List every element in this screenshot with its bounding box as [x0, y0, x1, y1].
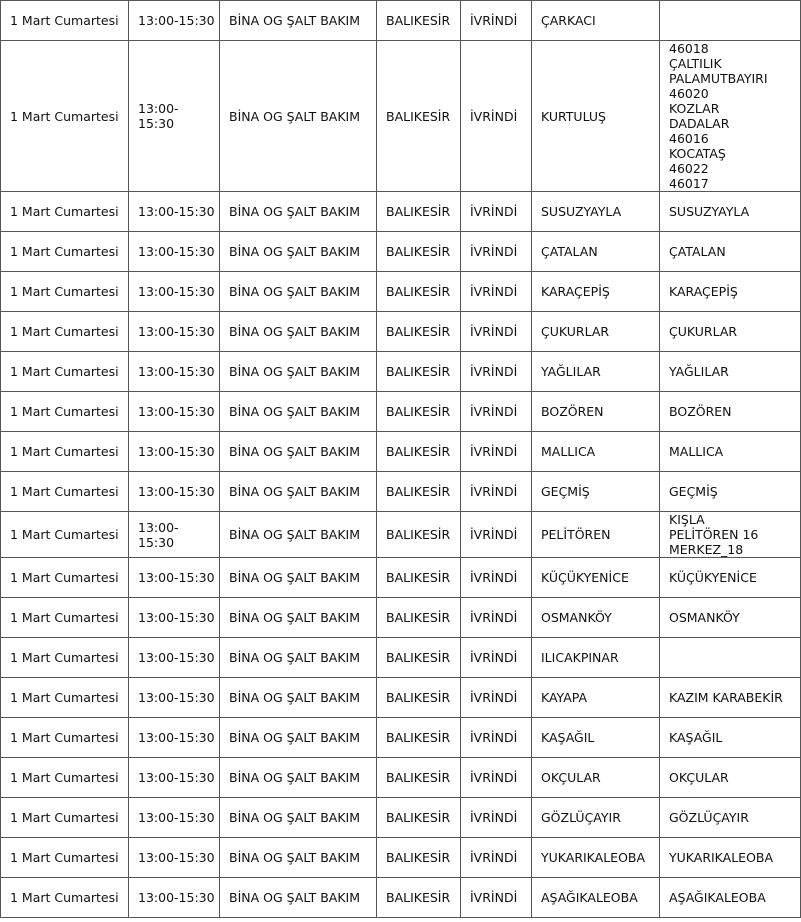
feeder-cell [660, 41, 801, 192]
feeder-line: 46020 [669, 86, 709, 101]
table-row [1, 558, 801, 598]
feeder-line: ÇUKURLAR [669, 324, 738, 339]
feeder-line: 46016 [669, 131, 709, 146]
feeder-line: SUSUZYAYLA [669, 204, 750, 219]
district-cell: İVRİNDİ [461, 41, 532, 192]
district-cell: İVRİNDİ [461, 678, 532, 718]
time-cell: 13:00-15:30 [129, 352, 220, 392]
feeder-line: OSMANKÖY [669, 610, 740, 625]
city-cell: BALIKESİR [377, 718, 461, 758]
feeder-cell [660, 432, 801, 472]
work-type-cell: BİNA OG ŞALT BAKIM [220, 878, 377, 918]
feeder-cell [660, 718, 801, 758]
district-cell: İVRİNDİ [461, 432, 532, 472]
feeder-line: YAĞLILAR [669, 364, 729, 379]
district-cell: İVRİNDİ [461, 472, 532, 512]
feeder-cell [660, 512, 801, 558]
table-row [1, 312, 801, 352]
district-cell: İVRİNDİ [461, 838, 532, 878]
table-row [1, 392, 801, 432]
feeder-line: PALAMUTBAYIRI [669, 71, 768, 86]
time-cell: 13:00-15:30 [129, 558, 220, 598]
district-cell: İVRİNDİ [461, 878, 532, 918]
district-cell: İVRİNDİ [461, 352, 532, 392]
table-row [1, 838, 801, 878]
district-cell: İVRİNDİ [461, 512, 532, 558]
neighborhood-cell: MALLICA [532, 432, 660, 472]
neighborhood-cell: AŞAĞIKALEOBA [532, 878, 660, 918]
table-row [1, 1, 801, 41]
time-cell: 13:00-15:30 [129, 798, 220, 838]
time-cell: 13:00-15:30 [129, 512, 220, 558]
district-cell: İVRİNDİ [461, 718, 532, 758]
feeder-cell [660, 272, 801, 312]
work-type-cell: BİNA OG ŞALT BAKIM [220, 192, 377, 232]
feeder-line: KOZLAR [669, 101, 720, 116]
district-cell: İVRİNDİ [461, 192, 532, 232]
city-cell: BALIKESİR [377, 798, 461, 838]
city-cell: BALIKESİR [377, 352, 461, 392]
work-type-cell: BİNA OG ŞALT BAKIM [220, 718, 377, 758]
neighborhood-cell: BOZÖREN [532, 392, 660, 432]
table-row [1, 41, 801, 192]
feeder-line: GEÇMİŞ [669, 484, 718, 499]
feeder-line: KARAÇEPİŞ [669, 284, 738, 299]
neighborhood-cell: OSMANKÖY [532, 598, 660, 638]
date-cell: 1 Mart Cumartesi [1, 678, 129, 718]
date-cell: 1 Mart Cumartesi [1, 558, 129, 598]
table-row [1, 678, 801, 718]
neighborhood-cell: SUSUZYAYLA [532, 192, 660, 232]
feeder-cell [660, 232, 801, 272]
table-row [1, 878, 801, 918]
neighborhood-cell: YUKARIKALEOBA [532, 838, 660, 878]
feeder-line: OKÇULAR [669, 770, 729, 785]
work-type-cell: BİNA OG ŞALT BAKIM [220, 598, 377, 638]
table-row [1, 758, 801, 798]
feeder-line: MERKEZ_18 [669, 542, 744, 557]
neighborhood-cell: ÇARKACI [532, 1, 660, 41]
table-row [1, 798, 801, 838]
feeder-line: PELİTÖREN 16 [669, 527, 759, 542]
table-row [1, 598, 801, 638]
neighborhood-cell: ÇATALAN [532, 232, 660, 272]
time-cell: 13:00-15:30 [129, 472, 220, 512]
time-cell: 13:00-15:30 [129, 312, 220, 352]
feeder-line: KÜÇÜKYENİCE [669, 570, 757, 585]
work-type-cell: BİNA OG ŞALT BAKIM [220, 472, 377, 512]
feeder-cell [660, 598, 801, 638]
table-row [1, 192, 801, 232]
city-cell: BALIKESİR [377, 512, 461, 558]
neighborhood-cell: KÜÇÜKYENİCE [532, 558, 660, 598]
feeder-line: ÇATALAN [669, 244, 726, 259]
time-cell: 13:00-15:30 [129, 272, 220, 312]
time-cell: 13:00-15:30 [129, 838, 220, 878]
feeder-cell [660, 472, 801, 512]
feeder-line: DADALAR [669, 116, 730, 131]
time-cell: 13:00-15:30 [129, 638, 220, 678]
date-cell: 1 Mart Cumartesi [1, 758, 129, 798]
date-cell: 1 Mart Cumartesi [1, 392, 129, 432]
feeder-cell [660, 838, 801, 878]
date-cell: 1 Mart Cumartesi [1, 798, 129, 838]
work-type-cell: BİNA OG ŞALT BAKIM [220, 232, 377, 272]
time-cell: 13:00-15:30 [129, 598, 220, 638]
feeder-line: YUKARIKALEOBA [669, 850, 774, 865]
table-body [1, 1, 801, 918]
city-cell: BALIKESİR [377, 838, 461, 878]
work-type-cell: BİNA OG ŞALT BAKIM [220, 312, 377, 352]
table-row [1, 432, 801, 472]
feeder-cell [660, 192, 801, 232]
neighborhood-cell: KURTULUŞ [532, 41, 660, 192]
neighborhood-cell: KARAÇEPİŞ [532, 272, 660, 312]
feeder-cell [660, 678, 801, 718]
date-cell: 1 Mart Cumartesi [1, 718, 129, 758]
feeder-line: KIŞLA [669, 512, 705, 527]
time-cell: 13:00-15:30 [129, 432, 220, 472]
table-row [1, 472, 801, 512]
work-type-cell: BİNA OG ŞALT BAKIM [220, 758, 377, 798]
date-cell: 1 Mart Cumartesi [1, 472, 129, 512]
date-cell: 1 Mart Cumartesi [1, 638, 129, 678]
work-type-cell: BİNA OG ŞALT BAKIM [220, 1, 377, 41]
feeder-line: KAZIM KARABEKİR [669, 690, 783, 705]
date-cell: 1 Mart Cumartesi [1, 432, 129, 472]
district-cell: İVRİNDİ [461, 272, 532, 312]
feeder-line: GÖZLÜÇAYIR [669, 810, 749, 825]
table-row [1, 352, 801, 392]
feeder-line: 46022 [669, 161, 709, 176]
date-cell: 1 Mart Cumartesi [1, 272, 129, 312]
date-cell: 1 Mart Cumartesi [1, 838, 129, 878]
feeder-cell [660, 1, 801, 41]
feeder-line: KAŞAĞIL [669, 730, 723, 745]
feeder-cell [660, 878, 801, 918]
district-cell: İVRİNDİ [461, 232, 532, 272]
city-cell: BALIKESİR [377, 878, 461, 918]
district-cell: İVRİNDİ [461, 558, 532, 598]
district-cell: İVRİNDİ [461, 312, 532, 352]
city-cell: BALIKESİR [377, 232, 461, 272]
date-cell: 1 Mart Cumartesi [1, 1, 129, 41]
time-cell: 13:00-15:30 [129, 758, 220, 798]
table-row [1, 232, 801, 272]
neighborhood-cell: GÖZLÜÇAYIR [532, 798, 660, 838]
work-type-cell: BİNA OG ŞALT BAKIM [220, 678, 377, 718]
city-cell: BALIKESİR [377, 432, 461, 472]
table-row [1, 272, 801, 312]
city-cell: BALIKESİR [377, 558, 461, 598]
feeder-cell [660, 312, 801, 352]
feeder-line: MALLICA [669, 444, 724, 459]
date-cell: 1 Mart Cumartesi [1, 878, 129, 918]
time-cell: 13:00-15:30 [129, 192, 220, 232]
district-cell: İVRİNDİ [461, 758, 532, 798]
time-cell: 13:00-15:30 [129, 1, 220, 41]
feeder-line: KOCATAŞ [669, 146, 726, 161]
feeder-cell [660, 352, 801, 392]
date-cell: 1 Mart Cumartesi [1, 232, 129, 272]
city-cell: BALIKESİR [377, 272, 461, 312]
feeder-line: 46017 [669, 176, 709, 191]
time-cell: 13:00-15:30 [129, 232, 220, 272]
table-row [1, 512, 801, 558]
work-type-cell: BİNA OG ŞALT BAKIM [220, 272, 377, 312]
feeder-cell [660, 638, 801, 678]
work-type-cell: BİNA OG ŞALT BAKIM [220, 392, 377, 432]
date-cell: 1 Mart Cumartesi [1, 192, 129, 232]
city-cell: BALIKESİR [377, 1, 461, 41]
time-cell: 13:00-15:30 [129, 678, 220, 718]
feeder-cell [660, 392, 801, 432]
work-type-cell: BİNA OG ŞALT BAKIM [220, 798, 377, 838]
neighborhood-cell: ILICAKPINAR [532, 638, 660, 678]
neighborhood-cell: GEÇMİŞ [532, 472, 660, 512]
neighborhood-cell: OKÇULAR [532, 758, 660, 798]
work-type-cell: BİNA OG ŞALT BAKIM [220, 558, 377, 598]
district-cell: İVRİNDİ [461, 798, 532, 838]
work-type-cell: BİNA OG ŞALT BAKIM [220, 838, 377, 878]
work-type-cell: BİNA OG ŞALT BAKIM [220, 432, 377, 472]
table-row [1, 718, 801, 758]
city-cell: BALIKESİR [377, 678, 461, 718]
work-type-cell: BİNA OG ŞALT BAKIM [220, 638, 377, 678]
feeder-cell [660, 798, 801, 838]
feeder-line: 46018 [669, 41, 709, 56]
date-cell: 1 Mart Cumartesi [1, 312, 129, 352]
date-cell: 1 Mart Cumartesi [1, 512, 129, 558]
feeder-cell [660, 758, 801, 798]
neighborhood-cell: YAĞLILAR [532, 352, 660, 392]
city-cell: BALIKESİR [377, 312, 461, 352]
feeder-cell [660, 558, 801, 598]
feeder-line: AŞAĞIKALEOBA [669, 890, 766, 905]
neighborhood-cell: PELİTÖREN [532, 512, 660, 558]
table-row [1, 638, 801, 678]
neighborhood-cell: KAYAPA [532, 678, 660, 718]
city-cell: BALIKESİR [377, 392, 461, 432]
time-cell: 13:00-15:30 [129, 878, 220, 918]
city-cell: BALIKESİR [377, 638, 461, 678]
district-cell: İVRİNDİ [461, 1, 532, 41]
time-cell: 13:00-15:30 [129, 41, 220, 192]
city-cell: BALIKESİR [377, 598, 461, 638]
city-cell: BALIKESİR [377, 192, 461, 232]
feeder-line: ÇALTILIK [669, 56, 722, 71]
time-cell: 13:00-15:30 [129, 392, 220, 432]
work-type-cell: BİNA OG ŞALT BAKIM [220, 512, 377, 558]
district-cell: İVRİNDİ [461, 392, 532, 432]
work-type-cell: BİNA OG ŞALT BAKIM [220, 352, 377, 392]
neighborhood-cell: ÇUKURLAR [532, 312, 660, 352]
time-cell: 13:00-15:30 [129, 718, 220, 758]
work-type-cell: BİNA OG ŞALT BAKIM [220, 41, 377, 192]
feeder-line: BOZÖREN [669, 404, 732, 419]
district-cell: İVRİNDİ [461, 638, 532, 678]
neighborhood-cell: KAŞAĞIL [532, 718, 660, 758]
city-cell: BALIKESİR [377, 472, 461, 512]
date-cell: 1 Mart Cumartesi [1, 352, 129, 392]
district-cell: İVRİNDİ [461, 598, 532, 638]
city-cell: BALIKESİR [377, 758, 461, 798]
date-cell: 1 Mart Cumartesi [1, 598, 129, 638]
date-cell: 1 Mart Cumartesi [1, 41, 129, 192]
city-cell: BALIKESİR [377, 41, 461, 192]
